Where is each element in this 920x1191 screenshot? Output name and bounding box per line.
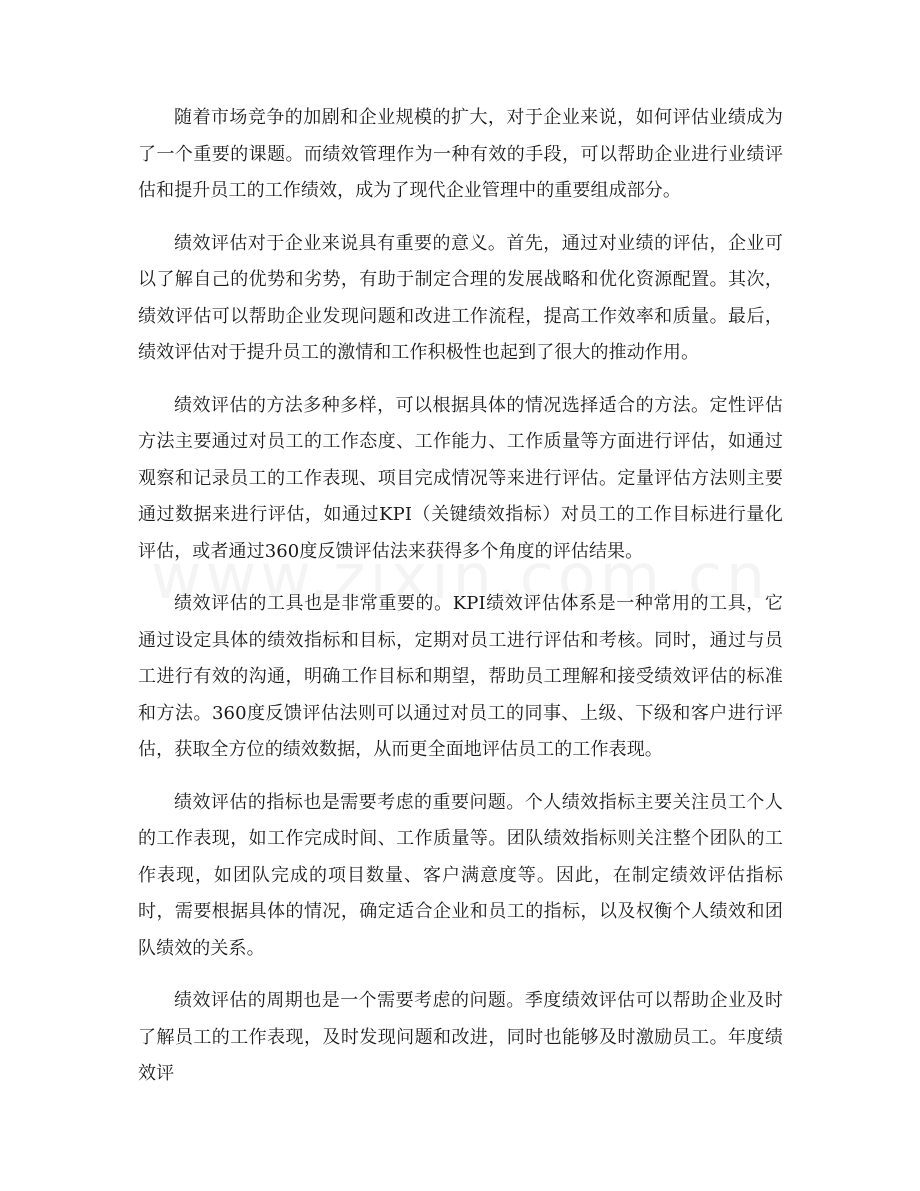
paragraph-5: 绩效评估的指标也是需要考虑的重要问题。个人绩效指标主要关注员工个人的工作表现，如工作完成时间、工作质量等。团队绩效指标则关注整个团队的工作表现，如团队完成的项目数量、客户满意度等。因此，在制定绩效评估指标时，需要根据具体的情况，确定适合企业和员工的指标，以及权衡个人绩效和团队绩效的关系。: [138, 791, 783, 959]
paragraph-4: 绩效评估的工具也是非常重要的。KPI绩效评估体系是一种常用的工具，它通过设定具体的绩效指标和目标，定期对员工进行评估和考核。同时，通过与员工进行有效的沟通，明确工作目标和期望，帮助员工理解和接受绩效评估的标准和方法。360度反馈评估法则可以通过对员工的同事、上级、下级和客户进行评估，获取全方位的绩效数据，从而更全面地评估员工的工作表现。: [138, 593, 783, 760]
paragraph-1: 随着市场竞争的加剧和企业规模的扩大，对于企业来说，如何评估业绩成为了一个重要的课题。而绩效管理作为一种有效的手段，可以帮助企业进行业绩评估和提升员工的工作绩效，成为了现代企业管理中的重要组成部分。: [138, 107, 783, 201]
paragraph-3: 绩效评估的方法多种多样，可以根据具体的情况选择适合的方法。定性评估方法主要通过对员工的工作态度、工作能力、工作质量等方面进行评估，如通过观察和记录员工的工作表现、项目完成情况等来进行评估。定量评估方法则主要通过数据来进行评估，如通过KPI（关键绩效指标）对员工的工作目标进行量化评估，或者通过360度反馈评估法来获得多个角度的评估结果。: [138, 394, 783, 562]
paragraph-6: 绩效评估的周期也是一个需要考虑的问题。季度绩效评估可以帮助企业及时了解员工的工作表现，及时发现问题和改进，同时也能够及时激励员工。年度绩效评: [138, 990, 783, 1084]
document-body: [138, 100, 783, 1109]
paragraph-2: 绩效评估对于企业来说具有重要的意义。首先，通过对业绩的评估，企业可以了解自己的优势和劣势，有助于制定合理的发展战略和优化资源配置。其次，绩效评估可以帮助企业发现问题和改进工作流程，提高工作效率和质量。最后，绩效评估对于提升员工的激情和工作积极性也起到了很大的推动作用。: [138, 232, 783, 363]
